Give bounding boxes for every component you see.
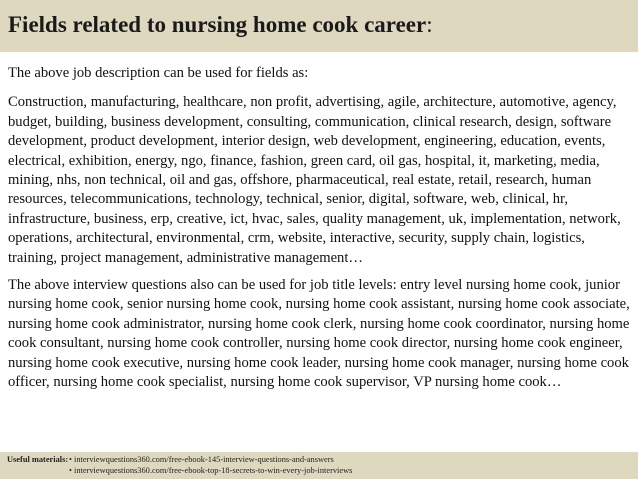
footer-content bbox=[7, 454, 352, 476]
page-title-text: Fields related to nursing home cook career bbox=[8, 12, 427, 37]
footer-link-2[interactable]: • interviewquestions360.com/free-ebook-top-18-secrets-to-win-every-job-interviews bbox=[69, 466, 353, 475]
intro-text: The above job description can be used for fields as: bbox=[8, 65, 309, 81]
page-title bbox=[8, 12, 433, 38]
content-body bbox=[8, 64, 632, 401]
title-bar bbox=[0, 0, 638, 52]
page-title-colon: : bbox=[426, 12, 433, 37]
footer-row-2 bbox=[7, 465, 352, 476]
footer-bar bbox=[0, 452, 638, 479]
fields-paragraph: Construction, manufacturing, healthcare, non profit, advertising, agile, architecture, automotive, agency, budget, building, business development, consulting, communication, clinical research, design, software development, product development, interior design, web development, engineering, education, events, electrical, exhibition, energy, ngo, finance, fashion, green card, oil gas, hospital, it, marketing, media, mining, nhs, non technical, oil and gas, offshore, pharmaceutical, real estate, retail, research, human resources, telecommunications, technology, technical, senior, digital, software, web, clinical, hr, infrastructure, business, erp, creative, ict, hvac, sales, quality management, uk, implementation, network, operations, architectural, environmental, crm, website, interactive, security, supply chain, logistics, training, project management, administrative management… bbox=[8, 94, 621, 266]
job-levels-paragraph: The above interview questions also can be used for job title levels: entry level nursing home cook, junior nursing home cook, senior nursing home cook, nursing home cook assistant, nursing home cook associate, nursing home cook administrator, nursing home cook clerk, nursing home cook coordinator, nursing home cook consultant, nursing home cook controller, nursing home cook director, nursing home cook engineer, nursing home cook executive, nursing home cook leader, nursing home cook manager, nursing home cook officer, nursing home cook specialist, nursing home cook supervisor, VP nursing home cook… bbox=[8, 277, 630, 391]
footer-link-1[interactable]: • interviewquestions360.com/free-ebook-145-interview-questions-and-answers bbox=[69, 455, 334, 464]
footer-row-1 bbox=[7, 454, 352, 465]
footer-label: Useful materials: bbox=[7, 455, 69, 464]
